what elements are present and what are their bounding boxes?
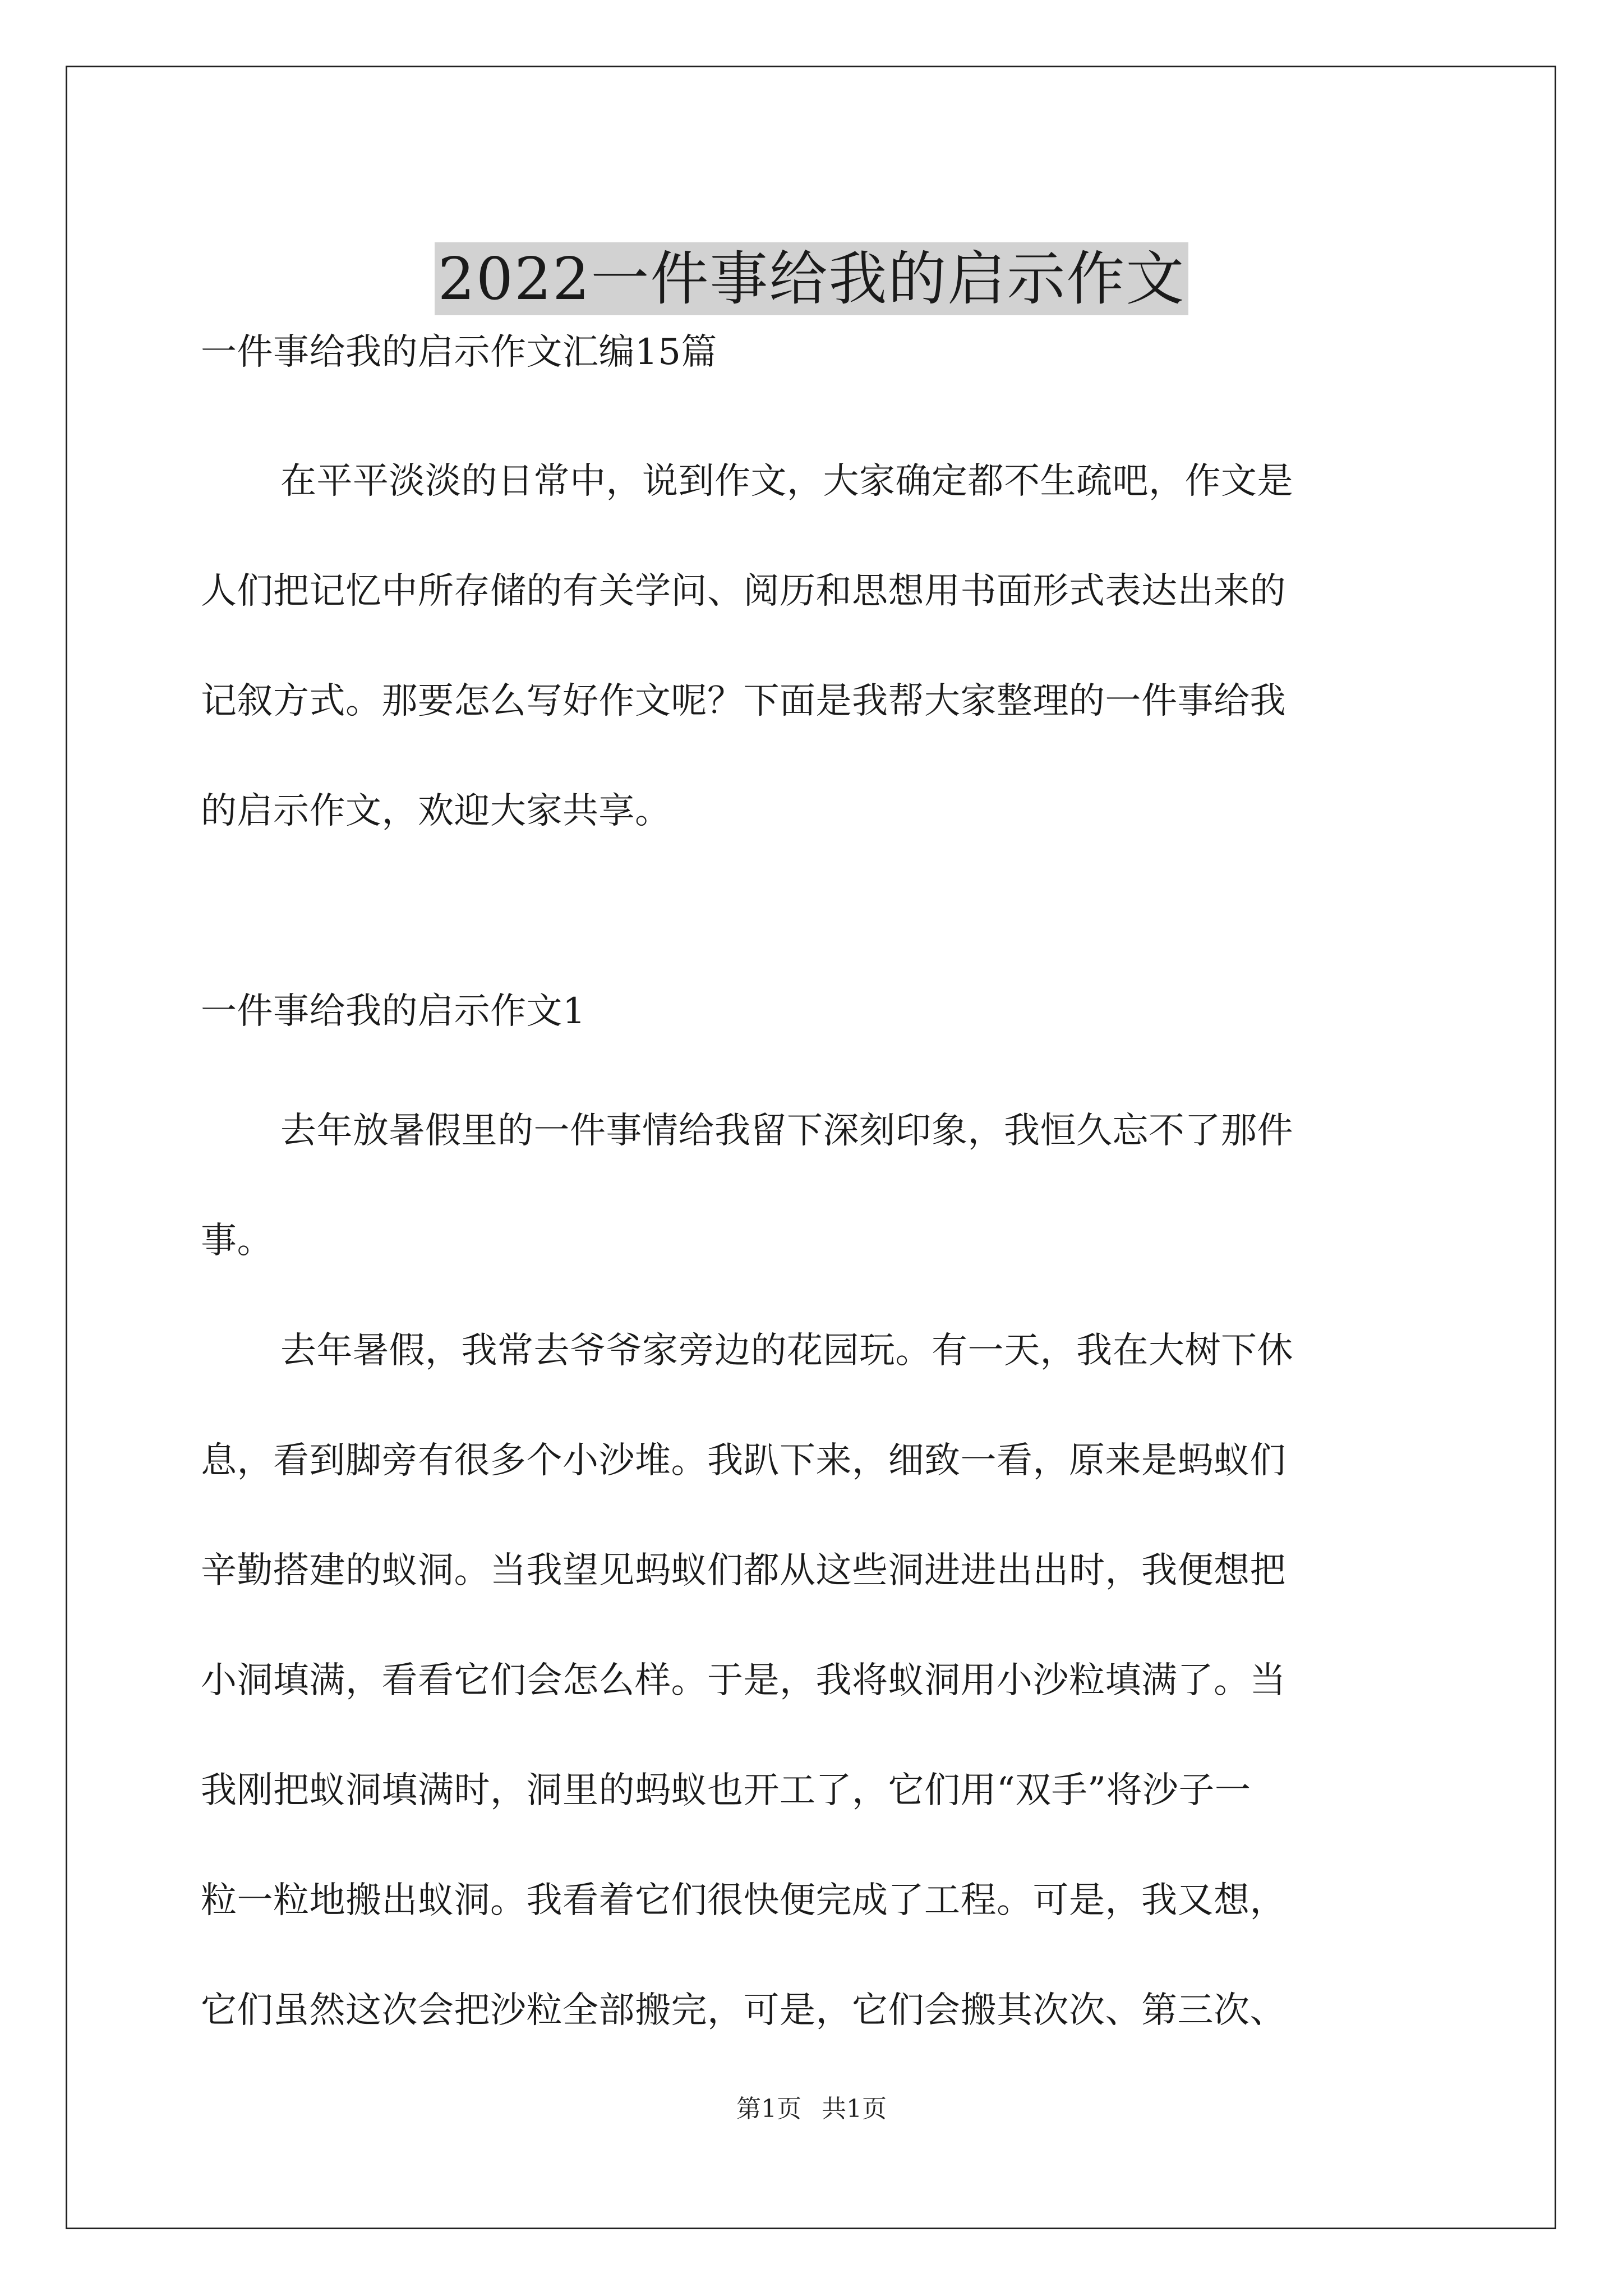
section-heading: 一件事给我的启示作文1 bbox=[201, 991, 586, 1032]
paragraph-line: 辛勤搭建的蚁洞。当我望见蚂蚁们都从这些洞进进出出时，我便想把 bbox=[201, 1550, 1286, 1591]
page-total: 共1页 bbox=[822, 2095, 887, 2123]
page-footer bbox=[0, 2092, 1623, 2126]
intro-line: 的启示作文，欢迎大家共享。 bbox=[201, 790, 671, 832]
paragraph-line: 小洞填满，看看它们会怎么样。于是，我将蚁洞用小沙粒填满了。当 bbox=[201, 1660, 1286, 1701]
intro-line: 人们把记忆中所存储的有关学问、阅历和思想用书面形式表达出来的 bbox=[201, 570, 1286, 612]
paragraph-line: 去年放暑假里的一件事情给我留下深刻印象，我恒久忘不了那件 bbox=[280, 1110, 1293, 1152]
paragraph-line: 去年暑假，我常去爷爷家旁边的花园玩。有一天，我在大树下休 bbox=[280, 1330, 1293, 1372]
paragraph-line: 息，看到脚旁有很多个小沙堆。我趴下来，细致一看，原来是蚂蚁们 bbox=[201, 1440, 1286, 1481]
document-title: 2022一件事给我的启示作文 bbox=[435, 242, 1189, 315]
intro-line: 记叙方式。那要怎么写好作文呢？下面是我帮大家整理的一件事给我 bbox=[201, 680, 1286, 722]
paragraph-line: 我刚把蚁洞填满时，洞里的蚂蚁也开工了，它们用“双手”将沙子一 bbox=[201, 1770, 1251, 1811]
page-number: 第1页 bbox=[736, 2095, 801, 2123]
paragraph-line: 事。 bbox=[201, 1220, 273, 1262]
subtitle: 一件事给我的启示作文汇编15篇 bbox=[201, 332, 717, 373]
paragraph-line: 它们虽然这次会把沙粒全部搬完，可是，它们会搬其次次、第三次、 bbox=[201, 1990, 1286, 2031]
paragraph-line: 粒一粒地搬出蚁洞。我看着它们很快便完成了工程。可是，我又想， bbox=[201, 1880, 1286, 1921]
intro-line: 在平平淡淡的日常中，说到作文，大家确定都不生疏吧，作文是 bbox=[280, 461, 1293, 502]
